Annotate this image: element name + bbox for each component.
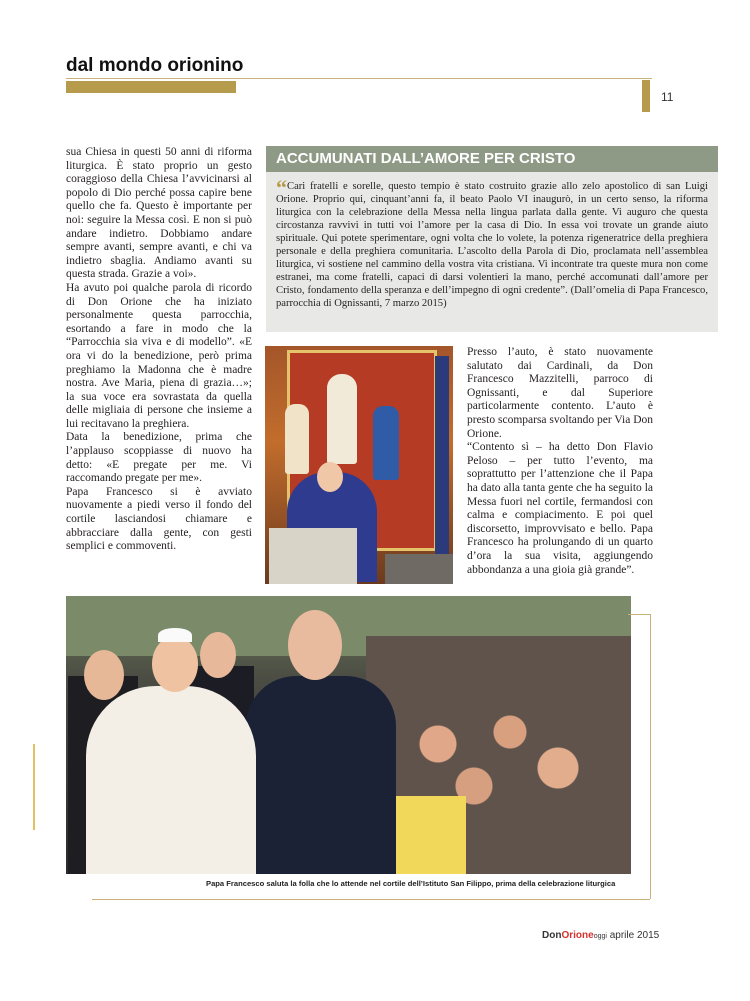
flag <box>396 796 466 874</box>
decorative-strip <box>435 356 449 566</box>
paragraph: sua Chiesa in questi 50 anni di riforma liturgica. È stato proprio un gesto coraggioso della Chiesa l’avvicinarsi al popolo di Dio perché possa capire bene quello che fa. Questo è importante per noi: seguire la Messa così. E non si può andare indietro. Dobbiamo andare sempre avanti, sempre avanti, e chi va indietro sbaglia. Andiamo avanti su questa strada. Grazie a voi». <box>66 146 252 281</box>
cleric-face <box>84 650 124 700</box>
pope-face <box>317 462 343 492</box>
margin-mark <box>33 744 35 830</box>
photo-pope-greeting-crowd <box>66 596 631 874</box>
footer-masthead <box>542 930 659 941</box>
frame-rule <box>650 614 651 899</box>
header-rule <box>66 78 652 79</box>
zucchetto <box>158 628 192 642</box>
bodyguard-face <box>288 610 342 680</box>
painted-figure <box>327 374 357 464</box>
frame-rule <box>92 899 650 900</box>
quote-body: Cari fratelli e sorelle, questo tempio è stato costruito grazie allo zelo apostolico di san Luigi Orione. Proprio qui, cinquant’anni fa, il beato Paolo VI inaugurò, in un certo senso, la riforma liturgica con la celebrazione della Messa nella lingua parlata dalla gente. Vi auguro che questa circostanza ravvivi in tutti voi l’amore per la casa di Dio. In essa voi trovate un grande aiuto spirituale. Qui potete sperimentare, ogni volta che lo volete, la potenza rigeneratrice della preghiera personale e della preghiera comunitaria. L’ascolto della Parola di Dio, proclamata nell’assemblea liturgica, vi sostiene nel cammino della vostra vita cristiana. Vi incontrate tra queste mura non come estranei, ma come fratelli, capaci di darsi volentieri la mano, perché accomunati dall’amore per Cristo, fondamento della speranza e dell’impegno di ogni credente”. (Dall’omelia di Papa Francesco, parrocchia di Ognissanti, 7 marzo 2015) <box>276 181 708 309</box>
bodyguard-figure <box>246 676 396 874</box>
paragraph: “Contento sì – ha detto Don Flavio Peloso – per tutto l’evento, ma soprattutto per l’attenzione che il Papa ha dato alla tanta gente che ha seguito la Messa fuori nel cortile, fermandosi con calma e compiacimento. E poi quel discorsetto, improvvisato e bello. Papa Francesco ha prolungando di un quarto d’ora la sua visita, aggiungendo abbondanza a una gioia già grande”. <box>467 441 653 576</box>
footer-brand-orione: Orione <box>561 930 594 941</box>
pope-face <box>152 636 198 692</box>
quote-mark-icon: “ <box>276 175 287 200</box>
painted-figure <box>285 404 309 474</box>
footer-issue: aprile 2015 <box>609 930 660 941</box>
cleric-face <box>200 632 236 678</box>
footer-brand-oggi: oggi <box>593 933 607 940</box>
page-number: 11 <box>661 90 674 104</box>
page-tab <box>642 80 650 112</box>
painted-figure <box>373 406 399 480</box>
crowd <box>385 554 453 584</box>
article-right-column <box>467 346 653 577</box>
article-left-column <box>66 146 252 554</box>
section-title: dal mondo orionino <box>66 55 244 76</box>
lectern <box>269 528 357 584</box>
footer-brand-don: Don <box>542 930 562 941</box>
paragraph: Papa Francesco si è avviato nuovamente a piedi verso il fondo del cortile lasciandosi chiamare e abbracciare dalla gente, con gesti semplici e commoventi. <box>66 485 252 553</box>
photo-pope-lectern <box>265 346 453 584</box>
quote-box-text <box>276 175 708 310</box>
paragraph: Data la benedizione, prima che l’applauso scoppiasse di nuovo ha detto: «E pregate per me. Vi raccomando pregate per me». <box>66 431 252 485</box>
quote-box-title: ACCUMUNATI DALL’AMORE PER CRISTO <box>266 146 718 172</box>
paragraph: Ha avuto poi qualche parola di ricordo di Don Orione che ha iniziato personalmente questa parrocchia, esortando a fare in modo che la “Parrocchia sia viva e di modello”. «E ora vi do la benedizione, però prima preghiamo la Madonna che è madre nostra. Ave Maria, piena di grazia…»; la sua voce era sovrastata da quella delle migliaia di persone che insieme a lui recitavano la preghiera. <box>66 281 252 430</box>
pope-figure <box>86 686 256 874</box>
header-accent-bar <box>66 81 236 93</box>
frame-rule <box>628 614 650 615</box>
paragraph: Presso l’auto, è stato nuovamente salutato dai Cardinali, da Don Francesco Mazzitelli, parroco di Ognissanti, e dal Superiore particolarmente contento. L’auto è presto scomparsa svoltando per Via Don Orione. <box>467 346 653 440</box>
photo-caption: Papa Francesco saluta la folla che lo attende nel cortile dell’Istituto San Filippo, prima della celebrazione liturgica <box>206 879 616 888</box>
